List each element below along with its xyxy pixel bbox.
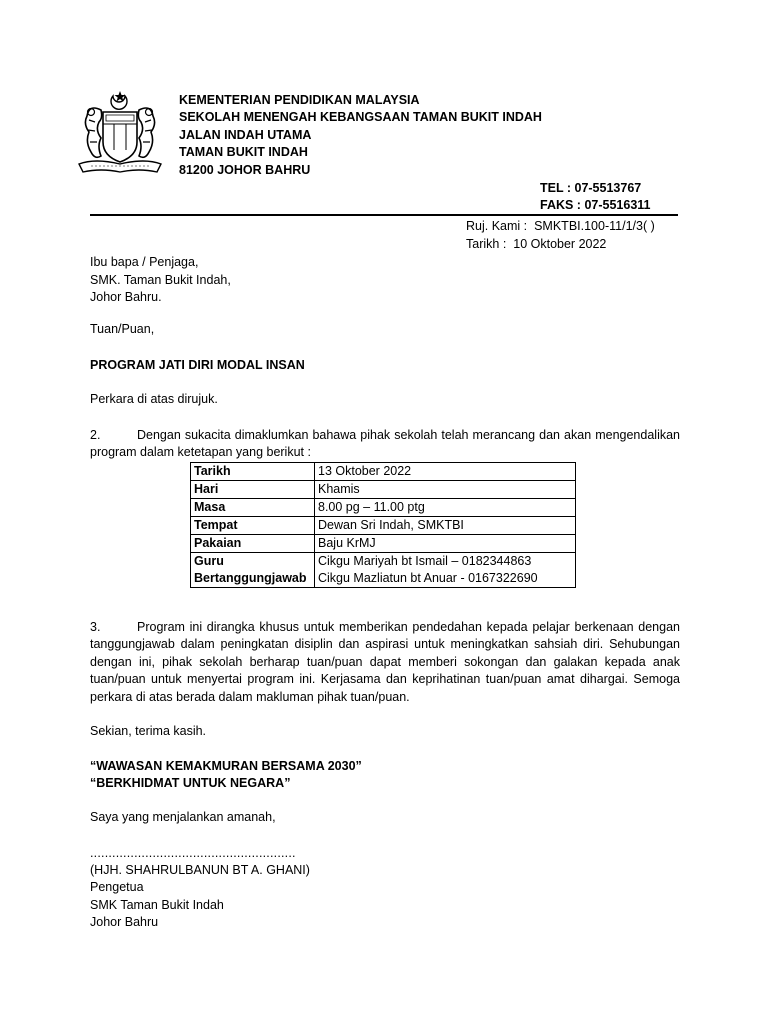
- letterhead-line: TAMAN BUKIT INDAH: [179, 145, 308, 160]
- signatory-name: (HJH. SHAHRULBANUN BT A. GHANI): [90, 863, 310, 877]
- table-row: [191, 481, 576, 499]
- paragraph-3: [90, 619, 680, 706]
- salutation: Tuan/Puan,: [90, 322, 155, 336]
- detail-label: Tarikh: [191, 463, 315, 481]
- paragraph-number: 3.: [90, 620, 101, 634]
- signatory-block: [90, 862, 310, 932]
- motto-line: “BERKHIDMAT UNTUK NEGARA”: [90, 776, 291, 790]
- table-row: [191, 517, 576, 535]
- signatory-city: Johor Bahru: [90, 915, 159, 930]
- detail-value: Khamis: [315, 481, 576, 499]
- paragraph-number: 2.: [90, 428, 101, 442]
- guru-label-line: Guru: [194, 554, 224, 568]
- amanah-line: Saya yang menjalankan amanah,: [90, 810, 276, 824]
- signatory-title: Pengetua: [90, 880, 144, 895]
- table-row: [191, 535, 576, 553]
- detail-value: Baju KrMJ: [315, 535, 576, 553]
- letterhead-line: JALAN INDAH UTAMA: [179, 127, 312, 142]
- intro-line: Perkara di atas dirujuk.: [90, 392, 218, 406]
- fax-number: FAKS : 07-5516311: [540, 198, 651, 212]
- signature-line: ........................................................: [90, 846, 296, 860]
- guru-contact: Cikgu Mariyah bt Ismail – 0182344863: [318, 554, 532, 568]
- detail-value: 13 Oktober 2022: [315, 463, 576, 481]
- closing-line: Sekian, terima kasih.: [90, 724, 207, 738]
- malaysia-coat-of-arms-icon: [75, 90, 165, 176]
- detail-label: Tempat: [191, 517, 315, 535]
- date-row: [466, 236, 655, 254]
- table-row: [191, 553, 576, 588]
- recipient-line: Johor Bahru.: [90, 290, 162, 305]
- contact-block: [540, 180, 651, 214]
- detail-label: Masa: [191, 499, 315, 517]
- program-details-table: [190, 462, 576, 588]
- detail-label-guru: [191, 553, 315, 588]
- table-row: [191, 499, 576, 517]
- reference-value: SMKTBI.100-11/1/3( ): [534, 219, 655, 233]
- detail-value: 8.00 pg – 11.00 ptg: [315, 499, 576, 517]
- detail-value-guru: [315, 553, 576, 588]
- guru-contact: Cikgu Mazliatun bt Anuar - 0167322690: [318, 571, 538, 585]
- letterhead-line: SEKOLAH MENENGAH KEBANGSAAN TAMAN BUKIT INDAH: [179, 110, 542, 125]
- recipient-line: SMK. Taman Bukit Indah,: [90, 272, 231, 287]
- reference-row: [466, 218, 655, 236]
- motto-line: “WAWASAN KEMAKMURAN BERSAMA 2030”: [90, 759, 362, 773]
- table-row: [191, 463, 576, 481]
- guru-label-line: Bertanggungjawab: [194, 571, 307, 585]
- paragraph-text: Dengan sukacita dimaklumkan bahawa pihak sekolah telah merancang dan akan mengendalikan program dalam ketetapan yang berikut :: [90, 428, 680, 460]
- signatory-school: SMK Taman Bukit Indah: [90, 897, 224, 912]
- detail-label: Hari: [191, 481, 315, 499]
- letter-subject: PROGRAM JATI DIRI MODAL INSAN: [90, 358, 305, 372]
- letterhead-line: KEMENTERIAN PENDIDIKAN MALAYSIA: [179, 93, 420, 107]
- detail-value: Dewan Sri Indah, SMKTBI: [315, 517, 576, 535]
- letterhead-line: 81200 JOHOR BAHRU: [179, 162, 311, 177]
- reference-label: Ruj. Kami :: [466, 219, 528, 233]
- letterhead-address: [179, 92, 542, 179]
- telephone-number: TEL : 07-5513767: [540, 181, 642, 195]
- paragraph-text: Program ini dirangka khusus untuk memberikan pendedahan kepada pelajar berkenaan dengan tanggungjawab dalam peningkatan disiplin dan aspirasi untuk meningkatkan sahsiah diri. Sehubungan dengan ini, pihak sekolah berharap tuan/puan dapat memberi sokongan dan galakan kepada anak tuan/puan untuk menyertai program ini. Kerjasama dan keprihatinan tuan/puan amat dihargai. Semoga perkara di atas berada dalam makluman pihak tuan/puan.: [90, 620, 680, 704]
- reference-block: [466, 218, 655, 253]
- date-label: Tarikh :: [466, 236, 507, 251]
- recipient-line: Ibu bapa / Penjaga,: [90, 255, 199, 269]
- detail-label: Pakaian: [191, 535, 315, 553]
- motto-block: [90, 758, 362, 792]
- recipient-address: [90, 254, 231, 307]
- header-divider: [90, 214, 678, 216]
- date-value: 10 Oktober 2022: [513, 236, 607, 251]
- paragraph-2: [90, 427, 680, 462]
